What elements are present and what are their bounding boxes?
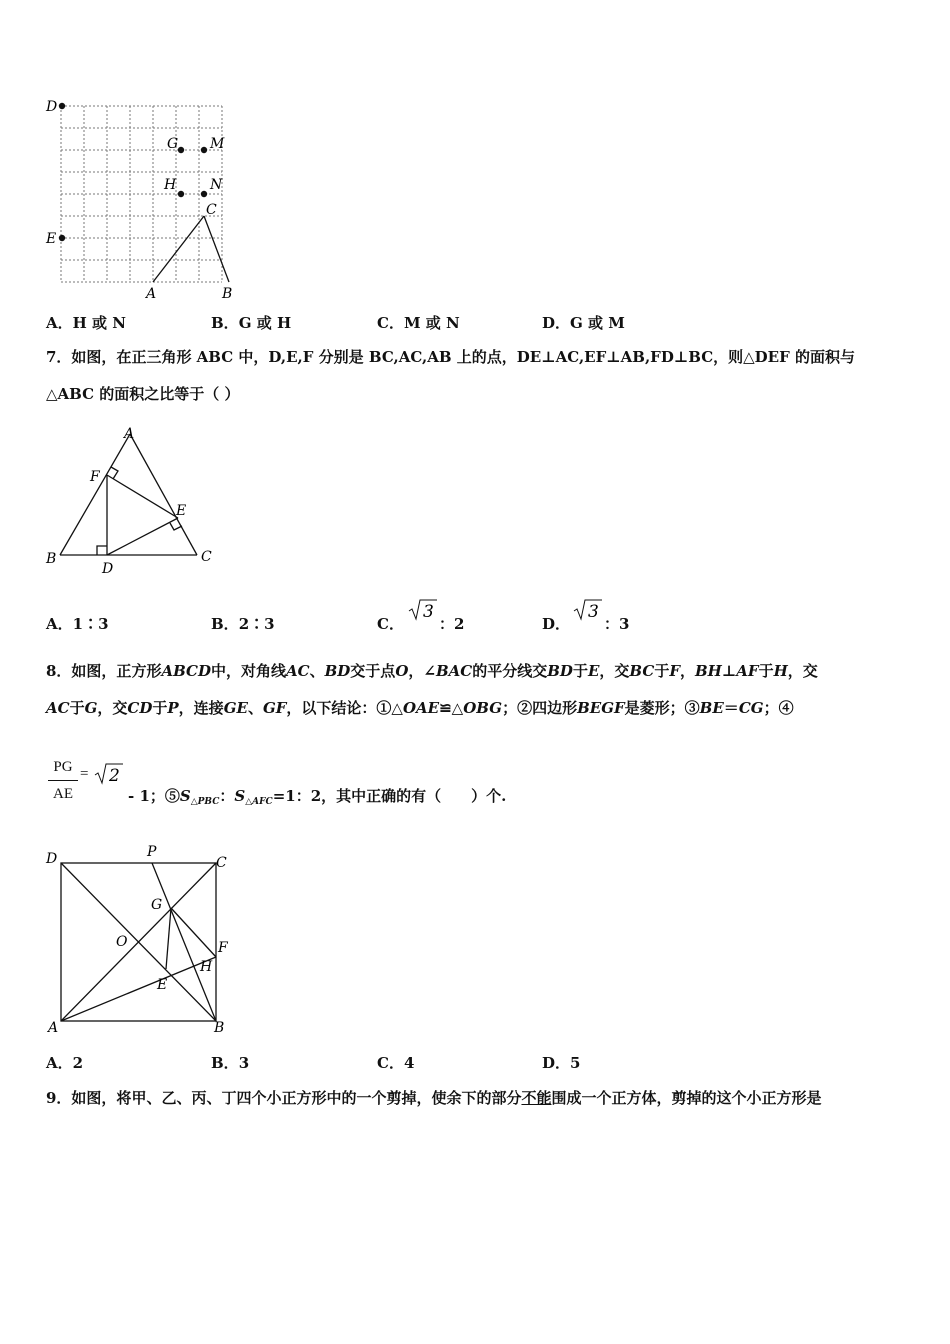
q7-triangle-figure [40,422,230,582]
label-n: N [210,177,223,193]
point-d [59,103,65,109]
q7-option-d-ratio: ：3 [604,615,630,633]
q7-option-a[interactable] [46,613,109,634]
option-letter: D． [542,314,571,332]
point-h [178,191,184,197]
option-text: 2∶3 [238,615,275,633]
q8-option-c[interactable] [377,1052,414,1073]
q8-option-d[interactable] [542,1052,580,1073]
q6-option-a[interactable] [46,312,126,333]
label-h: H [200,959,213,975]
radicand: 3 [588,602,599,622]
label-e: E [176,503,187,519]
option-letter: D． [542,1054,571,1072]
label-d: D [46,99,58,115]
label-e: E [157,977,168,993]
q7-option-c-ratio: ：2 [439,615,465,633]
q8-stem-line2: AC于G，交CD于P，连接GE、GF，以下结论：①△OAE≌△OBG；②四边形BEGF是菱形；③BE＝CG；④ [46,699,794,717]
point-m [201,147,207,153]
label-f: F [90,469,100,485]
fraction-denominator: AE [53,786,73,802]
radicand: 3 [423,602,434,622]
option-text: G 或 M [570,314,625,332]
q7-stem-line1: 7．如图，在正三角形 ABC 中，D,E,F 分别是 BC,AC,AB 上的点，DE⊥AC,EF⊥AB,FD⊥BC，则△DEF 的面积与 [46,348,855,366]
option-letter: A． [46,1054,73,1072]
equals-sign: = [80,766,89,782]
label-h: H [164,177,177,193]
q8-square-figure [40,840,240,1040]
q8-option-b[interactable] [211,1052,249,1073]
option-text: 4 [403,1054,415,1072]
triangle-abc [153,216,229,282]
label-p: P [147,844,157,860]
grid-lines [61,106,222,282]
label-g: G [151,897,163,913]
radicand: 2 [109,766,120,786]
q8-stem-line3: - 1；$⑤S_{\triangle PBC}$：$S_{\triangle AFC}=1$：2，其中正确的有（ ）个. [128,787,507,807]
point-e [59,235,65,241]
q6-grid-figure [40,92,250,304]
q8-stem-line1: 8．如图，正方形ABCD中，对角线AC、BD交于点O，∠BAC的平分线交BD于E，交BC于F，BH⊥AF于H，交 [46,662,818,680]
label-c: C [216,855,227,871]
option-letter: C． [377,615,404,633]
label-b: B [214,1020,225,1036]
fraction-bar [48,780,78,781]
label-c: C [201,549,212,565]
option-letter: C． [377,314,404,332]
q9-stem: 9．如图，将甲、乙、丙、丁四个小正方形中的一个剪掉，使余下的部分不能围成一个正方体，剪掉的这个小正方形是 [46,1089,822,1107]
q7-option-c[interactable] [377,613,404,634]
label-m: M [210,136,225,152]
q6-option-b[interactable] [211,312,291,333]
label-g: G [167,136,179,152]
option-letter: C． [377,1054,404,1072]
point-n [201,191,207,197]
option-text: 3 [238,1054,250,1072]
label-a: A [48,1020,59,1036]
point-g [178,147,184,153]
label-e: E [46,231,57,247]
option-letter: B． [211,615,239,633]
q6-option-d[interactable] [542,312,625,333]
label-a: A [146,286,157,302]
option-text: 2 [72,1054,84,1072]
option-letter: B． [211,1054,239,1072]
option-letter: B． [211,314,239,332]
option-letter: A． [46,314,73,332]
q6-option-c[interactable] [377,312,460,333]
label-d: D [102,561,114,577]
label-o: O [116,934,128,950]
label-d: D [46,851,58,867]
option-letter: D． [542,615,571,633]
option-text: H 或 N [72,314,126,332]
label-f: F [218,940,228,956]
fraction-numerator: PG [53,759,73,775]
sqrt-3 [408,598,438,626]
option-text: 1∶3 [72,615,109,633]
option-text: G 或 H [238,314,292,332]
label-c: C [206,202,217,218]
q7-stem-line2: △ABC 的面积之比等于（ ） [46,385,240,403]
sqrt-3 [573,598,603,626]
option-text: M 或 N [403,314,460,332]
q7-option-b[interactable] [211,613,275,634]
q8-option-a[interactable] [46,1052,83,1073]
option-text: 5 [570,1054,581,1072]
q7-option-d[interactable] [542,613,570,634]
option-letter: A． [46,615,73,633]
sqrt-2 [94,762,124,790]
label-b: B [222,286,233,302]
label-b: B [46,551,57,567]
label-a: A [124,426,135,442]
